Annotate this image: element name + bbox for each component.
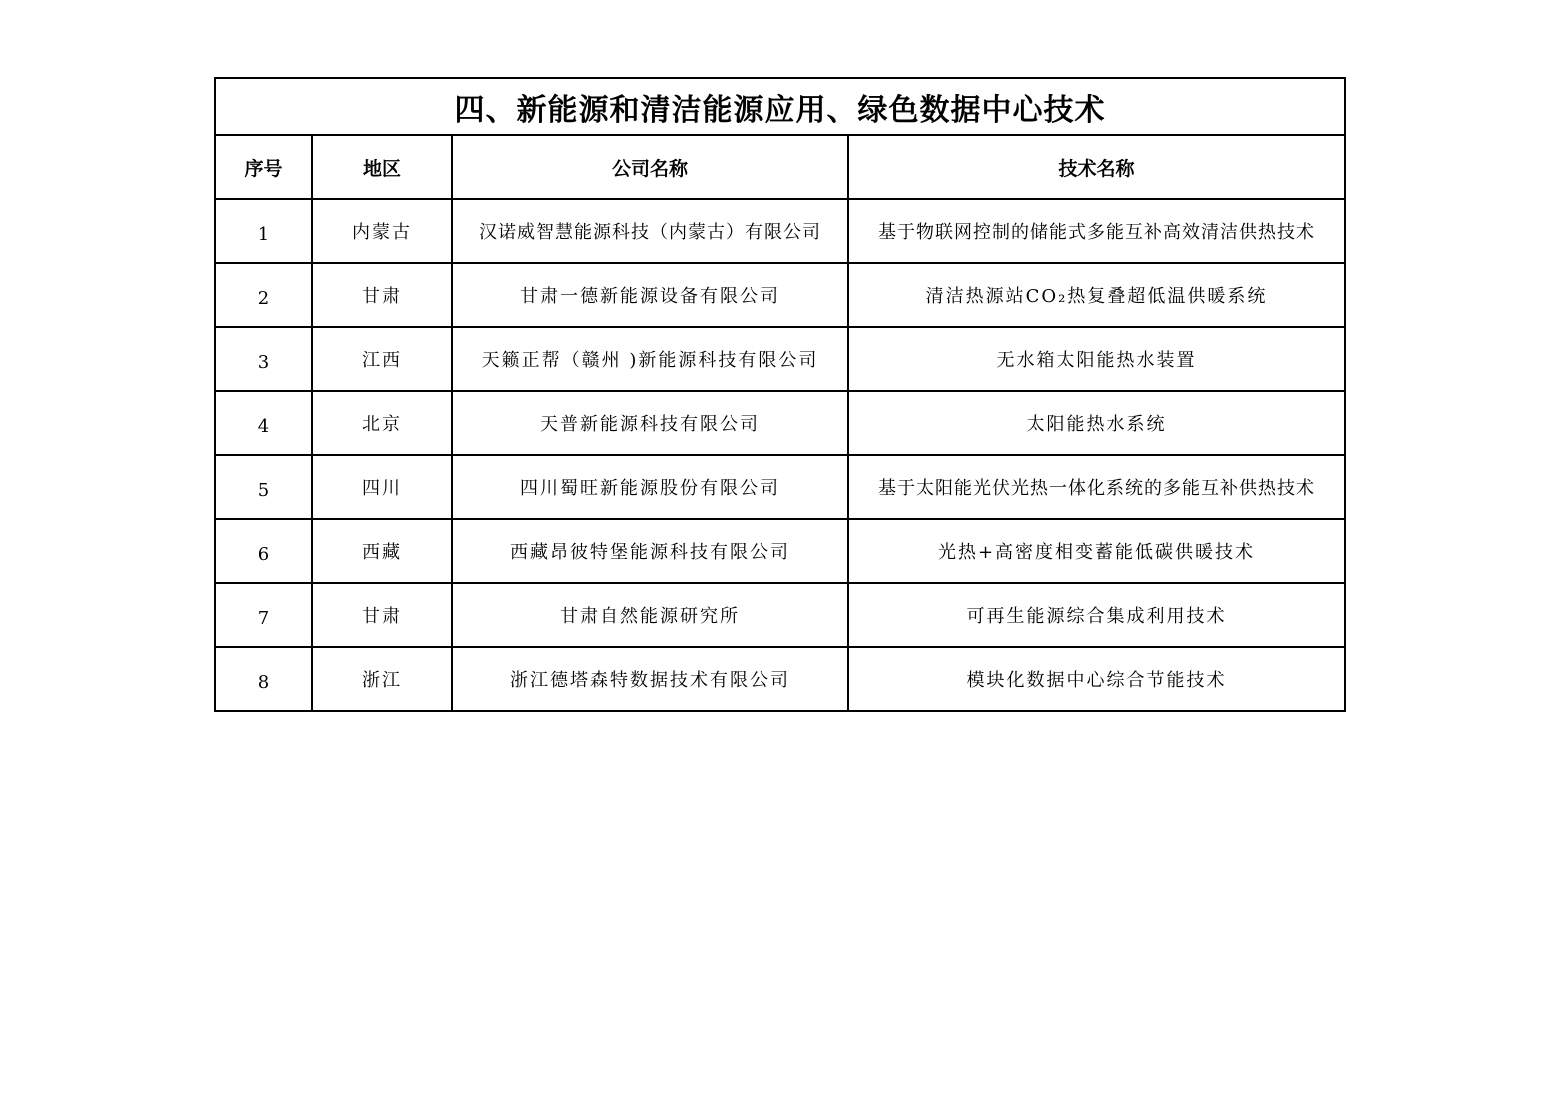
cell-region: 四川	[312, 455, 452, 519]
cell-company: 汉诺威智慧能源科技（内蒙古）有限公司	[452, 199, 848, 263]
cell-technology: 光热+高密度相变蓄能低碳供暖技术	[848, 519, 1345, 583]
table-title: 四、新能源和清洁能源应用、绿色数据中心技术	[215, 78, 1345, 135]
cell-technology: 模块化数据中心综合节能技术	[848, 647, 1345, 711]
header-technology: 技术名称	[848, 135, 1345, 199]
cell-index: 5	[215, 455, 312, 519]
cell-index: 4	[215, 391, 312, 455]
header-region: 地区	[312, 135, 452, 199]
cell-region: 内蒙古	[312, 199, 452, 263]
cell-region: 西藏	[312, 519, 452, 583]
cell-index: 1	[215, 199, 312, 263]
cell-index: 8	[215, 647, 312, 711]
cell-index: 7	[215, 583, 312, 647]
cell-index: 2	[215, 263, 312, 327]
cell-company: 四川蜀旺新能源股份有限公司	[452, 455, 848, 519]
cell-index: 3	[215, 327, 312, 391]
table-row	[215, 455, 1345, 519]
cell-company: 天普新能源科技有限公司	[452, 391, 848, 455]
cell-company: 浙江德塔森特数据技术有限公司	[452, 647, 848, 711]
header-row	[215, 135, 1345, 199]
cell-technology: 无水箱太阳能热水装置	[848, 327, 1345, 391]
cell-region: 甘肃	[312, 583, 452, 647]
title-row	[215, 78, 1345, 135]
table-row	[215, 647, 1345, 711]
table-row	[215, 519, 1345, 583]
cell-region: 江西	[312, 327, 452, 391]
cell-region: 浙江	[312, 647, 452, 711]
cell-company: 天籁正帮（赣州 )新能源科技有限公司	[452, 327, 848, 391]
cell-technology: 清洁热源站CO₂热复叠超低温供暖系统	[848, 263, 1345, 327]
cell-index: 6	[215, 519, 312, 583]
cell-company: 甘肃一德新能源设备有限公司	[452, 263, 848, 327]
table-row	[215, 583, 1345, 647]
table-row	[215, 327, 1345, 391]
header-index: 序号	[215, 135, 312, 199]
cell-region: 甘肃	[312, 263, 452, 327]
cell-technology: 太阳能热水系统	[848, 391, 1345, 455]
table-row	[215, 199, 1345, 263]
cell-technology: 可再生能源综合集成利用技术	[848, 583, 1345, 647]
cell-technology: 基于物联网控制的储能式多能互补高效清洁供热技术	[848, 199, 1345, 263]
cell-technology: 基于太阳能光伏光热一体化系统的多能互补供热技术	[848, 455, 1345, 519]
cell-region: 北京	[312, 391, 452, 455]
header-company: 公司名称	[452, 135, 848, 199]
cell-company: 甘肃自然能源研究所	[452, 583, 848, 647]
cell-company: 西藏昂彼特堡能源科技有限公司	[452, 519, 848, 583]
table-row	[215, 391, 1345, 455]
tech-list-table	[214, 77, 1346, 712]
table-row	[215, 263, 1345, 327]
